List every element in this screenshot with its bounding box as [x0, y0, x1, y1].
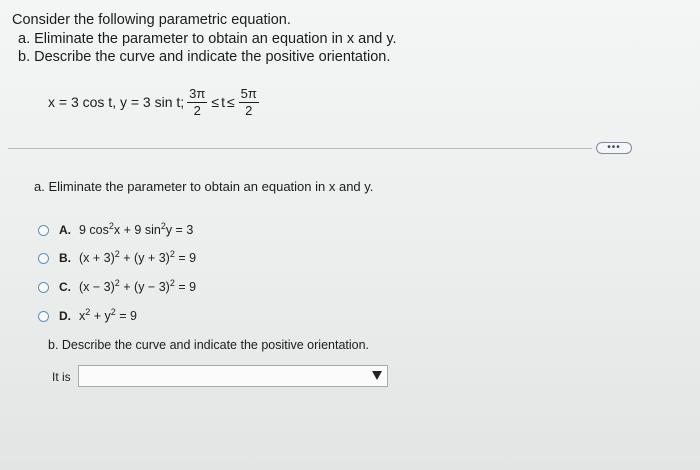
more-options-button[interactable]: ••• — [596, 142, 632, 154]
question-part-a: a. Eliminate the parameter to obtain an equation in x and y. — [18, 31, 397, 47]
part-a-prompt: a. Eliminate the parameter to obtain an equation in x and y. — [34, 179, 374, 194]
question-part-b: b. Describe the curve and indicate the positive orientation. — [18, 49, 391, 65]
option-b[interactable] — [38, 248, 196, 268]
curve-description-dropdown[interactable] — [78, 365, 388, 387]
upper-bound-fraction — [239, 86, 259, 119]
question-title: Consider the following parametric equation. — [12, 12, 291, 28]
leq-symbol: ≤ — [226, 94, 235, 110]
lower-bound-fraction — [187, 86, 207, 119]
option-letter: C. — [59, 280, 71, 294]
dropdown-arrow-icon[interactable] — [372, 371, 382, 380]
upper-bound-numerator: 5π — [240, 85, 257, 101]
section-divider — [8, 148, 592, 149]
option-a[interactable] — [38, 220, 193, 240]
option-letter: D. — [59, 309, 71, 323]
radio-icon[interactable] — [38, 225, 49, 236]
parameter-variable: t — [221, 94, 225, 110]
option-equation: $(x - 3)^2 + (y - 3)^2 = 9$ — [79, 278, 197, 294]
answer-label: It is — [52, 370, 71, 384]
option-equation: $x^2 + y^2 = 9$ — [79, 307, 137, 323]
radio-icon[interactable] — [38, 282, 49, 293]
option-c[interactable] — [38, 277, 196, 297]
lower-bound-denominator: 2 — [193, 102, 201, 118]
radio-icon[interactable] — [38, 311, 49, 322]
radio-icon[interactable] — [38, 253, 49, 264]
option-equation: 9 $\cos^2x + 9$ $\sin^2y = 3$ — [79, 221, 194, 237]
lower-bound-numerator: 3π — [189, 85, 206, 101]
leq-symbol: ≤ — [211, 94, 220, 110]
parametric-equation — [48, 82, 262, 122]
part-b-prompt: b. Describe the curve and indicate the positive orientation. — [48, 338, 370, 352]
option-letter: B. — [59, 251, 71, 265]
equation-lhs: x = 3 cos t, y = 3 sin t; — [48, 94, 185, 110]
option-d[interactable] — [38, 306, 137, 326]
option-letter: A. — [59, 223, 71, 237]
option-equation: $(x + 3)^2 + (y + 3)^2 = 9$ — [79, 249, 197, 265]
upper-bound-denominator: 2 — [245, 102, 253, 118]
